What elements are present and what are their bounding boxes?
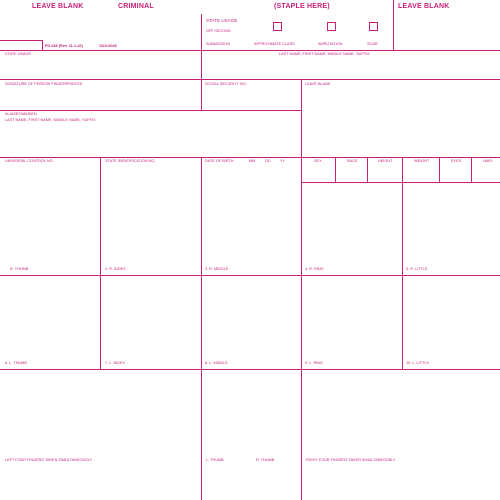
state-usage-box-title: STATE USAGE — [206, 18, 238, 23]
finger-label-l-little: 10. L. LITTLE — [406, 361, 430, 365]
finger-label-r-thumb: R. THUMB — [10, 267, 29, 271]
aliases-field[interactable] — [1, 125, 300, 156]
scar-label: SCAR — [367, 42, 378, 46]
height-field[interactable] — [368, 165, 401, 181]
leave-blank-right-label: LEAVE BLANK — [398, 3, 450, 10]
hair-label: HAIR — [483, 159, 493, 163]
criminal-label: CRIMINAL — [118, 3, 154, 10]
eyes-field[interactable] — [440, 165, 470, 181]
rule-y50 — [0, 50, 500, 51]
aliases-label-line2: LAST NAME, FIRST NAME, MIDDLE NAME, SUFFIX — [5, 118, 96, 122]
r-thumb-label: R. THUMB — [256, 458, 275, 462]
approximate-class-checkbox[interactable] — [327, 22, 336, 31]
leave-blank-field-label: LEAVE BLANK — [305, 82, 331, 86]
omb-number: 1110-0046 — [99, 44, 117, 48]
name-field[interactable] — [202, 58, 500, 78]
r-thumb-box[interactable] — [252, 370, 300, 499]
submission-checkbox[interactable] — [273, 22, 282, 31]
signature-field[interactable] — [1, 88, 200, 109]
weight-label: WEIGHT — [414, 159, 430, 163]
amputation-label: AMPUTATION — [318, 42, 343, 46]
height-label: HEIGHT — [378, 159, 393, 163]
sex-field[interactable] — [302, 165, 334, 181]
finger-label-l-middle: 8. L. MIDDLE — [205, 361, 228, 365]
ssn-field-label: SOCIAL SECURITY NO. — [205, 82, 247, 86]
aliases-label-line1: ALIASES/MAIDEN — [5, 112, 37, 116]
finger-box-r-thumb[interactable] — [1, 183, 99, 274]
form-number-notch — [42, 40, 43, 50]
state-usage-box-right-border — [393, 0, 394, 50]
approximate-class-label: APPROXIMATE CLASS — [254, 42, 295, 46]
ucn-label: UNIVERSAL CONTROL NO. — [5, 159, 54, 163]
l-thumb-label: L. THUMB — [206, 458, 224, 462]
finger-label-r-ring: 4. R. RING — [305, 267, 324, 271]
finger-box-r-little[interactable] — [403, 183, 500, 274]
rule-y157 — [0, 157, 500, 158]
finger-box-r-ring[interactable] — [302, 183, 401, 274]
dob-yy-label: YY — [280, 159, 286, 163]
dob-label: DATE OF BIRTH — [205, 159, 234, 163]
signature-field-label: SIGNATURE OF PERSON FINGERPRINTED — [5, 82, 83, 86]
finger-label-r-middle: 3. R. MIDDLE — [205, 267, 229, 271]
finger-label-l-thumb: 6. L. THUMB — [5, 361, 27, 365]
finger-label-r-little: 5. R. LITTLE — [406, 267, 428, 271]
right-four-fingers-box[interactable] — [302, 370, 500, 499]
nff-second-label: NFF SECOND — [206, 29, 231, 33]
dob-mm-label: MM — [249, 159, 256, 163]
amputation-checkbox[interactable] — [369, 22, 378, 31]
form-number-notch-top — [0, 40, 43, 41]
state-usage-field-label: STATE USAGE — [5, 52, 32, 56]
hair-field[interactable] — [472, 165, 500, 181]
l-thumb-box[interactable] — [202, 370, 251, 499]
left-four-fingers-label: LEFT FOUR FINGERS TAKEN SIMULTANEOUSLY — [5, 458, 93, 462]
finger-label-r-index: 2. R. INDEX — [105, 267, 126, 271]
weight-field[interactable] — [403, 165, 438, 181]
leave-blank-left-label: LEAVE BLANK — [32, 3, 84, 10]
right-four-fingers-label: RIGHT FOUR FINGERS TAKEN SIMULTANEOUSLY — [306, 458, 396, 462]
staple-here-label: (STAPLE HERE) — [274, 3, 330, 10]
race-field[interactable] — [336, 165, 366, 181]
state-usage-box-left-border — [201, 14, 202, 50]
dob-dd-label: DD — [265, 159, 271, 163]
finger-box-l-middle[interactable] — [202, 276, 300, 368]
finger-label-l-ring: 9. L. RING — [305, 361, 323, 365]
form-number: FD-249 (Rev. 11-1-20) — [45, 44, 83, 48]
race-label: RACE — [347, 159, 358, 163]
rule-y79 — [0, 79, 500, 80]
finger-box-l-index[interactable] — [101, 276, 200, 368]
eyes-label: EYES — [451, 159, 462, 163]
submission-label: SUBMISSION — [206, 42, 230, 46]
finger-box-l-thumb[interactable] — [1, 276, 99, 368]
sex-label: SEX — [314, 159, 322, 163]
left-four-fingers-box[interactable] — [1, 370, 200, 499]
ssn-field[interactable] — [202, 88, 300, 109]
finger-box-r-middle[interactable] — [202, 183, 300, 274]
ucn-field[interactable] — [1, 165, 99, 181]
rule-y110 — [0, 110, 301, 111]
name-field-label: LAST NAME, FIRST NAME, MIDDLE NAME, SUFFIX — [279, 52, 370, 56]
finger-box-l-ring[interactable] — [302, 276, 401, 368]
dob-field[interactable] — [202, 165, 300, 181]
sid-label: STATE IDENTIFICATION NO. — [105, 159, 156, 163]
finger-label-l-index: 7. L. INDEX — [105, 361, 126, 365]
sid-field[interactable] — [101, 165, 200, 181]
finger-box-l-little[interactable] — [403, 276, 500, 368]
finger-box-r-index[interactable] — [101, 183, 200, 274]
